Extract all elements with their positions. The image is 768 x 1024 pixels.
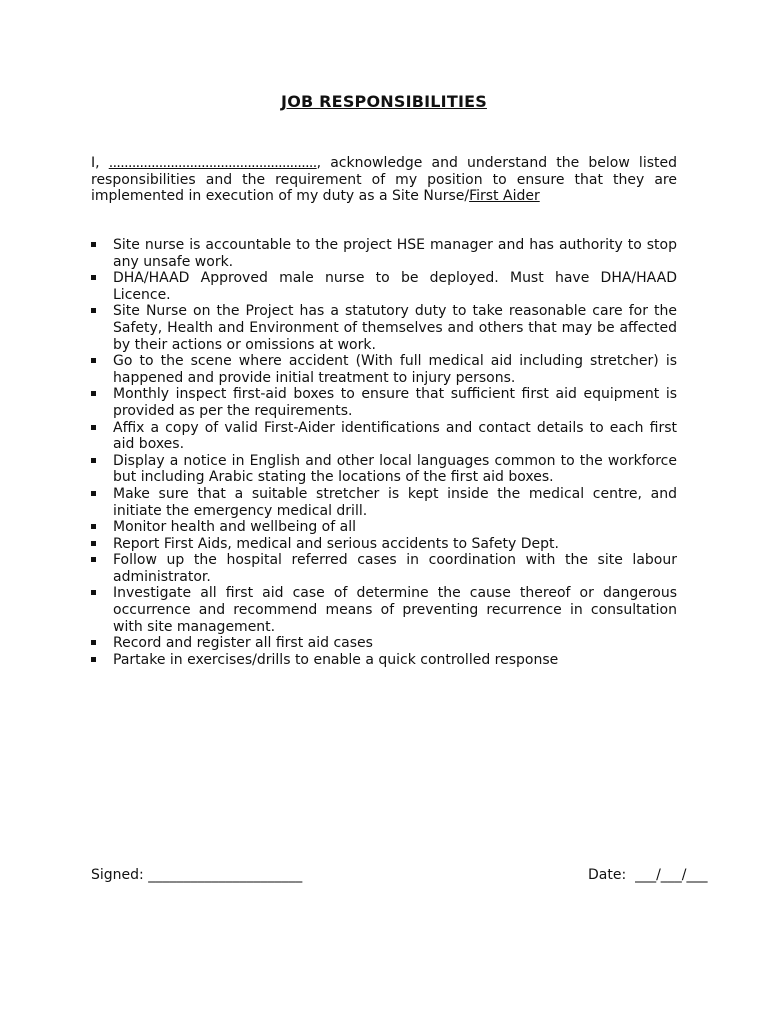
list-item (91, 652, 677, 669)
list-item (91, 270, 677, 303)
acknowledgement-paragraph (91, 155, 677, 205)
ack-body: , acknowledge and understand the below listed responsibilities and the requirement of my position to ensure that they are implemented in execution of my duty as a Site Nurse/ (91, 155, 677, 205)
document-title: JOB RESPONSIBILITIES (281, 92, 487, 111)
list-item (91, 552, 677, 585)
bullet-icon (91, 425, 96, 430)
bullet-icon (91, 458, 96, 463)
role-text: First Aider (469, 188, 540, 205)
bullet-icon (91, 590, 96, 595)
list-item (91, 519, 677, 536)
list-item-text: Site nurse is accountable to the project HSE manager and has authority to stop any unsafe work. (113, 237, 677, 270)
list-item-text: Make sure that a suitable stretcher is kept inside the medical centre, and initiate the emergency medical drill. (113, 485, 677, 519)
list-item-text: DHA/HAAD Approved male nurse to be deployed. Must have DHA/HAAD Licence. (113, 270, 677, 303)
list-item-text: Monthly inspect first-aid boxes to ensure that sufficient first aid equipment is provided as per the requirements. (113, 386, 677, 419)
list-item-text: Record and register all first aid cases (113, 635, 373, 652)
list-item (91, 386, 677, 419)
bullet-icon (91, 491, 96, 496)
bullet-icon (91, 557, 96, 562)
list-item-text: Monitor health and wellbeing of all (113, 519, 356, 536)
list-item-text: Affix a copy of valid First-Aider identifications and contact details to each first aid boxes. (113, 419, 677, 453)
list-item-text: Site Nurse on the Project has a statutory duty to take reasonable care for the Safety, Health and Environment of themselves and others that may be affected by their actions or omissions at work. (113, 303, 677, 353)
bullet-icon (91, 541, 96, 546)
bullet-icon (91, 391, 96, 396)
list-item (91, 585, 677, 635)
list-item-text: Follow up the hospital referred cases in coordination with the site labour administrator. (113, 552, 677, 585)
list-item (91, 453, 677, 486)
date-line: Date: ___/___/___ (588, 867, 708, 883)
list-item-text: Display a notice in English and other local languages common to the workforce but including Arabic stating the locations of the first aid boxes. (113, 452, 677, 486)
list-item (91, 303, 677, 353)
list-item (91, 420, 677, 453)
ack-prefix: I, (91, 155, 109, 171)
list-item (91, 353, 677, 386)
list-item-text: Partake in exercises/drills to enable a quick controlled response (113, 651, 559, 668)
list-item-text: Go to the scene where accident (With full medical aid including stretcher) is happened and provide initial treatment to injury persons. (113, 353, 677, 386)
bullet-icon (91, 275, 96, 280)
list-item (91, 237, 677, 270)
bullet-icon (91, 308, 96, 313)
responsibilities-list (91, 237, 677, 668)
list-item (91, 536, 677, 553)
list-item-text: Investigate all first aid case of determine the cause thereof or dangerous occurrence and recommend means of preventing recurrence in consultation with site management. (113, 585, 677, 635)
bullet-icon (91, 358, 96, 363)
bullet-icon (91, 524, 96, 529)
signature-line: Signed: ______________________ (91, 867, 303, 883)
name-blank: ...................................................... (108, 155, 317, 171)
bullet-icon (91, 657, 96, 662)
list-item (91, 486, 677, 519)
list-item (91, 635, 677, 652)
bullet-icon (91, 242, 96, 247)
bullet-icon (91, 640, 96, 645)
list-item-text: Report First Aids, medical and serious accidents to Safety Dept. (113, 535, 559, 552)
